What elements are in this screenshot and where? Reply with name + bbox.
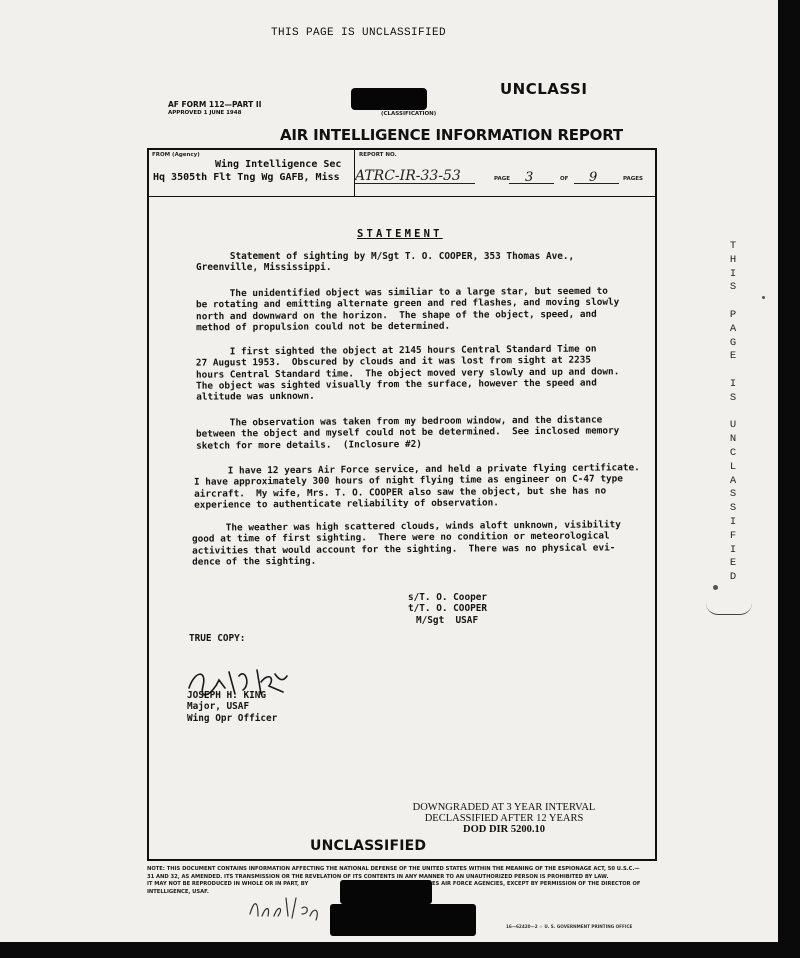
form-code: 16—62420—2 ☆ U. S. GOVERNMENT PRINTING OFFICE — [506, 924, 633, 929]
side-stamp-letter: L — [729, 460, 737, 473]
certifier-title: Wing Opr Officer — [187, 712, 278, 724]
report-number-underline — [355, 183, 475, 184]
signature-block — [408, 592, 487, 626]
paragraph-observation — [196, 414, 620, 451]
text-line: altitude was unknown. — [196, 390, 315, 403]
report-no-label: REPORT NO. — [359, 152, 397, 158]
text-line: method of propulsion could not be determined. — [196, 320, 451, 334]
footer-note-line: 31 AND 32, AS AMENDED. ITS TRANSMISSION OR THE REVELATION OF ITS CONTENTS IN ANY MANNER TO AN UNAUTHORIZED PERSON IS PROHIBITED BY LAW. — [147, 873, 609, 880]
text-line: dence of the sighting. — [192, 555, 317, 568]
side-stamp-letter: C — [729, 446, 737, 459]
side-stamp-letter: I — [729, 377, 737, 390]
certifier-block — [187, 690, 277, 724]
paragraph-weather — [192, 519, 621, 568]
downgrade-line: DOD DIR 5200.10 — [463, 824, 545, 835]
paragraph-intro — [196, 251, 574, 274]
signature-line: M/Sgt USAF — [416, 614, 479, 626]
side-stamp-letter: H — [729, 253, 737, 266]
report-title: AIR INTELLIGENCE INFORMATION REPORT — [280, 126, 623, 144]
from-label: FROM (Agency) — [152, 152, 200, 158]
paragraph-experience — [194, 462, 640, 511]
paragraph-description — [196, 286, 620, 334]
page-label: PAGE — [494, 176, 511, 182]
side-stamp-letter: E — [729, 350, 737, 363]
side-stamp-letter: D — [729, 571, 737, 584]
downgrade-stamp — [404, 802, 604, 835]
text-line: between the object and myself could not be determined. See inclosed memory — [195, 425, 620, 440]
form-id: AF FORM 112—PART II — [168, 100, 262, 109]
signature-line: s/T. O. Cooper — [408, 592, 488, 603]
text-line: activities that would account for the sighting. There was no physical evi- — [192, 541, 616, 557]
side-stamp-letter: F — [729, 529, 737, 542]
classification-stamp-bottom: UNCLASSIFIED — [310, 838, 427, 854]
side-stamp-letter — [726, 406, 740, 420]
total-pages: 9 — [589, 170, 598, 185]
text-line: experience to authenticate reliability of observation. — [194, 497, 499, 511]
text-line: be rotating and emitting alternate green and red flashes, and moving slowly — [195, 297, 620, 311]
side-unclassified-stamp — [726, 240, 740, 585]
side-stamp-letter: G — [729, 336, 737, 349]
redaction-bar — [351, 88, 427, 110]
text-line: hours Central Standard time. The object moved very slowly and up and down. — [195, 365, 620, 381]
classification-label: (CLASSIFICATION) — [381, 111, 437, 117]
text-line: sketch for more details. (Inclosure #2) — [196, 438, 422, 452]
side-stamp-letter: S — [729, 488, 737, 501]
text-line: The object was sighted visually from the surface, however the speed and — [196, 377, 597, 392]
side-stamp-letter: A — [729, 322, 737, 335]
side-stamp-letter: T — [729, 240, 737, 252]
certifier-name: JOSEPH H. KING — [187, 690, 267, 701]
from-line-2: Hq 3505th Flt Tng Wg GAFB, Miss — [153, 172, 340, 183]
stamp-bracket — [706, 590, 752, 615]
footer-note-tail: ES AIR FORCE AGENCIES, EXCEPT BY PERMISSION OF THE DIRECTOR OF — [432, 881, 641, 887]
statement-heading: STATEMENT — [357, 228, 443, 240]
side-stamp-letter: S — [729, 281, 737, 294]
text-line: The observation was taken from my bedroom window, and the distance — [195, 414, 603, 429]
of-label: OF — [560, 176, 569, 182]
text-line: Greenville, Mississippi. — [196, 262, 332, 274]
paragraph-first-sighting — [196, 343, 620, 403]
scan-speck — [762, 296, 765, 299]
text-line: I have approximately 300 hours of night flying time as engineer on C-47 type — [193, 473, 623, 489]
certifier-rank: Major, USAF — [187, 701, 250, 713]
text-line: I have 12 years Air Force service, and held a private flying certificate. — [193, 462, 640, 477]
side-stamp-letter — [726, 295, 740, 309]
side-stamp-letter: E — [729, 557, 737, 570]
text-line: I first sighted the object at 2145 hours Central Standard Time on — [195, 343, 597, 358]
text-line: good at time of first sighting. There were no condition or meteorological — [191, 530, 610, 545]
side-stamp-letter: N — [729, 433, 737, 446]
side-stamp-letter: S — [729, 502, 737, 515]
pages-label: PAGES — [623, 176, 644, 182]
text-line: aircraft. My wife, Mrs. T. O. COOPER also saw the object, but she has no — [194, 485, 607, 500]
side-stamp-letter: I — [729, 267, 737, 280]
side-stamp-letter: U — [729, 419, 737, 432]
text-line: north and downward on the horizon. The shape of the object, speed, and — [196, 308, 597, 322]
from-line-1: Wing Intelligence Sec — [215, 159, 342, 170]
total-pages-underline — [574, 183, 619, 184]
top-banner: THIS PAGE IS UNCLASSIFIED — [271, 27, 447, 39]
redaction-bar — [340, 880, 432, 904]
side-stamp-letter: I — [729, 515, 737, 528]
form-approved: APPROVED 1 JUNE 1948 — [168, 110, 242, 116]
handwritten-note — [244, 894, 330, 922]
classification-stamp-top: UNCLASSI — [500, 80, 588, 98]
page-number: 3 — [525, 170, 534, 185]
side-stamp-letter — [726, 364, 740, 378]
side-stamp-letter: I — [729, 543, 737, 556]
downgrade-line: DECLASSIFIED AFTER 12 YEARS — [424, 813, 584, 824]
text-line: The weather was high scattered clouds, winds aloft unknown, visibility — [191, 519, 621, 534]
scan-speck — [713, 585, 718, 590]
downgrade-line: DOWNGRADED AT 3 YEAR INTERVAL — [412, 802, 596, 813]
side-stamp-letter: A — [729, 474, 737, 487]
true-copy-label: TRUE COPY: — [189, 633, 246, 644]
page-number-underline — [509, 183, 554, 184]
side-stamp-letter: P — [729, 308, 737, 321]
redaction-bar — [330, 904, 476, 936]
footer-note-line: IT MAY NOT BE REPRODUCED IN WHOLE OR IN PART, BY — [147, 881, 309, 888]
side-stamp-letter: S — [729, 391, 737, 404]
footer-note-line: INTELLIGENCE, USAF. — [147, 888, 209, 895]
text-line: Statement of sighting by M/Sgt T. O. COOPER, 353 Thomas Ave., — [196, 251, 575, 262]
header-divider — [149, 196, 655, 197]
signature-line: t/T. O. COOPER — [408, 603, 488, 615]
text-line: The unidentified object was similiar to a large star, but seemed to — [195, 285, 608, 300]
text-line: 27 August 1953. Obscured by clouds and it was lost from sight at 2235 — [195, 354, 592, 369]
footer-note-line: NOTE: THIS DOCUMENT CONTAINS INFORMATION AFFECTING THE NATIONAL DEFENSE OF THE UNITED STATES WITHIN THE MEANING OF THE ESPIONAGE ACT, 50 U.S.C.— — [147, 866, 640, 872]
report-number: ATRC-IR-33-53 — [355, 168, 461, 184]
